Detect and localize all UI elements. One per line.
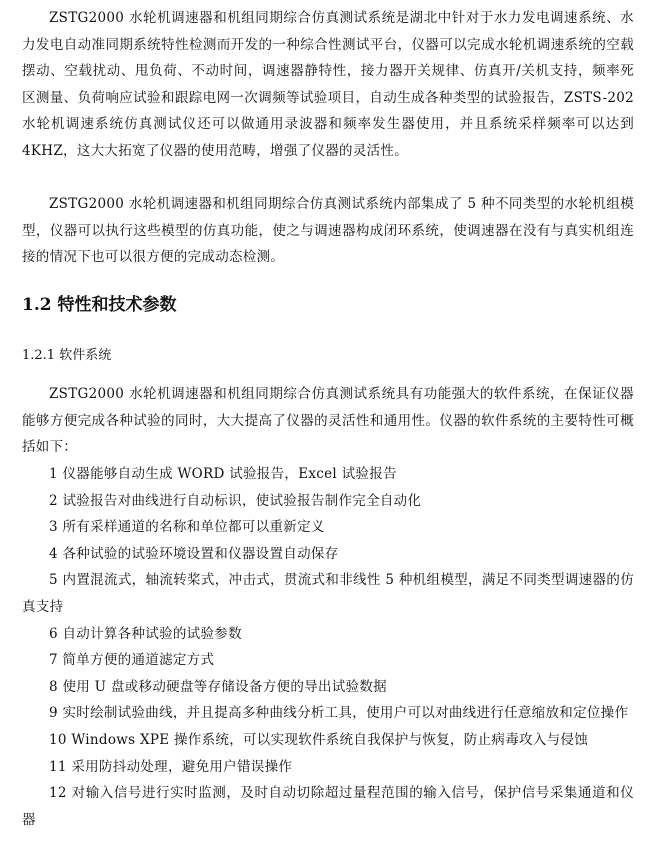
feature-list [22, 461, 634, 833]
intro-paragraph-1: ZSTG2000 水轮机调速器和机组同期综合仿真测试系统是湖北中针对于水力发电调速系统、水力发电自动准同期系统特性检测而开发的一种综合性测试平台，仪器可以完成水轮机调速系统的空载摆动、空载扰动、甩负荷、不动时间，调速器静特性，接力器开关规律、仿真开/关机支持，频率死区测量、负荷响应试验和跟踪电网一次调频等试验项目，自动生成各种类型的试验报告，ZSTS-202 水轮机调速系统仿真测试仪还可以做通用录波器和频率发生器使用，并且系统采样频率可以达到 4KHZ，这大大拓宽了仪器的使用范畴，增强了仪器的灵活性。 [22, 10, 634, 159]
list-item: 4 各种试验的试验环境设置和仪器设置自动保存 [49, 545, 339, 562]
list-item: 2 试验报告对曲线进行自动标识，使试验报告制作完全自动化 [49, 492, 422, 509]
software-intro-paragraph: ZSTG2000 水轮机调速器和机组同期综合仿真测试系统具有功能强大的软件系统，在保证仪器能够方便完成各种试验的同时，大大提高了仪器的灵活性和通用性。仪器的软件系统的主要特性可概括如下： [22, 386, 634, 456]
list-item: 1 仪器能够自动生成 WORD 试验报告，Excel 试验报告 [49, 466, 397, 482]
list-item: 11 采用防抖动处理，避免用户错误操作 [49, 758, 293, 775]
section-heading: 1.2 特性和技术参数 [22, 295, 177, 315]
intro-paragraph-2: ZSTG2000 水轮机调速器和机组同期综合仿真测试系统内部集成了 5 种不同类型的水轮机组模型，仪器可以执行这些模型的仿真功能，使之与调速器构成闭环系统，使调速器在没有与真实机组连接的情况下也可以很方便的完成动态检测。 [22, 196, 634, 266]
list-item: 5 内置混流式，轴流转桨式，冲击式，贯流式和非线性 5 种机组模型，满足不同类型调速器的仿真支持 [22, 572, 634, 615]
list-item: 12 对输入信号进行实时监测，及时自动切除超过量程范围的输入信号，保护信号采集通道和仪器 [22, 785, 634, 828]
subsection-heading: 1.2.1 软件系统 [22, 348, 112, 363]
list-item: 9 实时绘制试验曲线，并且提高多种曲线分析工具，使用户可以对曲线进行任意缩放和定位操作 [49, 705, 629, 722]
list-item: 3 所有采样通道的名称和单位都可以重新定义 [49, 519, 325, 536]
list-item: 8 使用 U 盘或移动硬盘等存储设备方便的导出试验数据 [49, 678, 387, 695]
list-item: 7 简单方便的通道滤定方式 [49, 652, 215, 669]
list-item: 10 Windows XPE 操作系统，可以实现软件系统自我保护与恢复，防止病毒攻入与侵蚀 [49, 731, 589, 748]
list-item: 6 自动计算各种试验的试验参数 [49, 625, 242, 642]
